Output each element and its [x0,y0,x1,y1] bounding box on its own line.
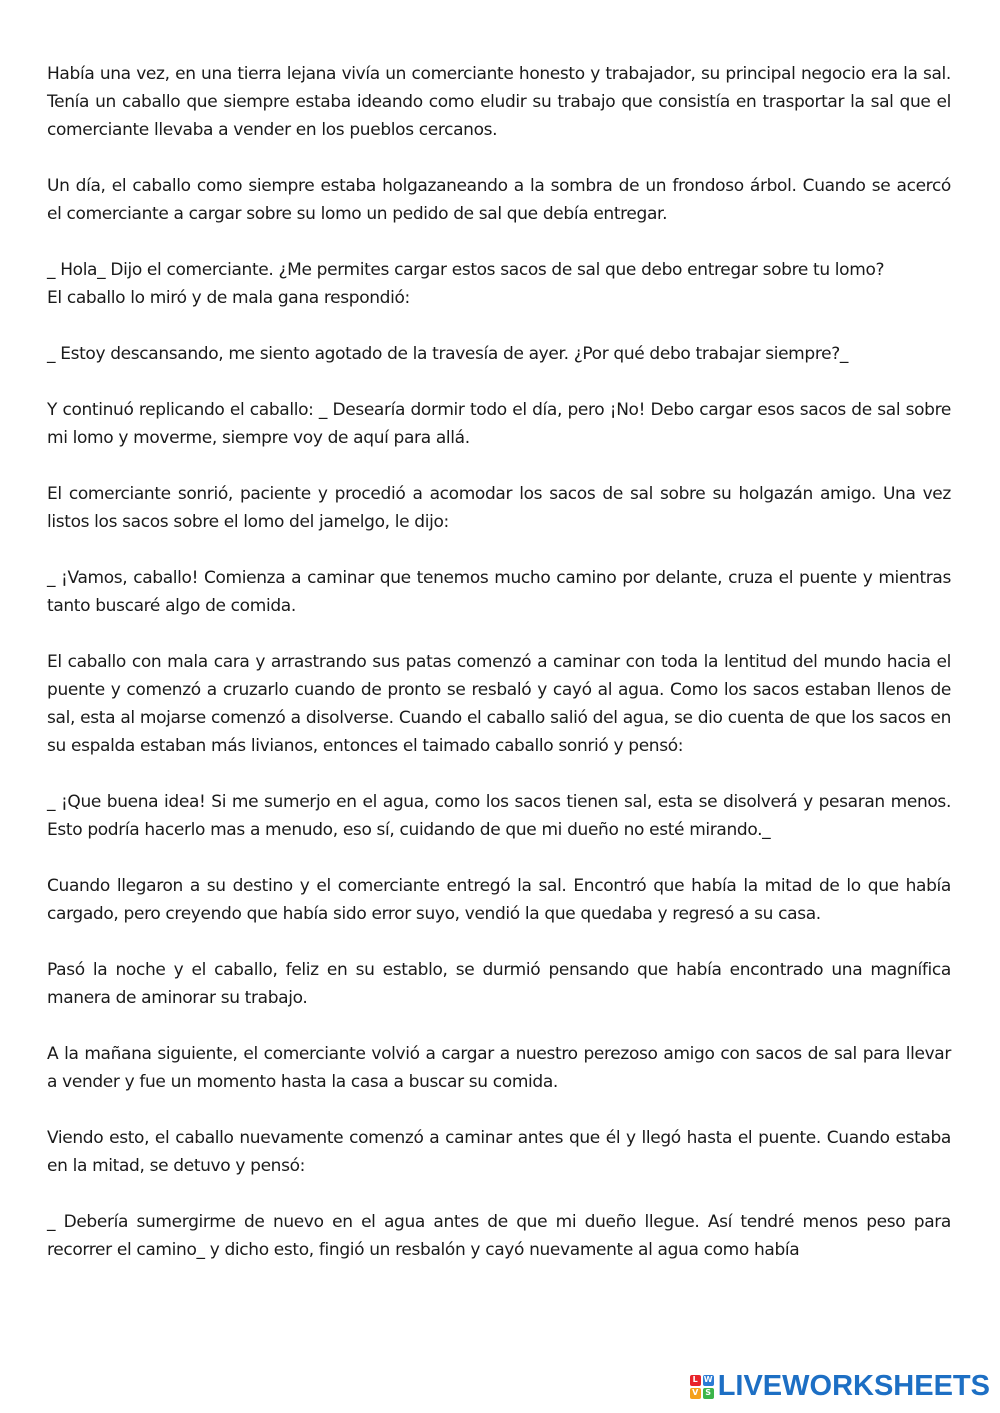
paragraph-6: El comerciante sonrió, paciente y procedió a acomodar los sacos de sal sobre su holgazán amigo. Una vez listos los sacos sobre el lomo del jamelgo, le dijo: [47,484,951,532]
worksheet-body [47,60,951,1264]
logo-cell-4: S [703,1388,714,1399]
logo-cell-1: L [690,1375,701,1386]
paragraph-1: Había una vez, en una tierra lejana vivía un comerciante honesto y trabajador, su principal negocio era la sal. Tenía un caballo que siempre estaba ideando como eludir su trabajo que consistía en trasportar la sal que el comerciante llevaba a vender en los pueblos cercanos. [47,64,951,140]
brand-wordmark: LIVEWORKSHEETS [717,1370,990,1402]
paragraph-13: Viendo esto, el caballo nuevamente comenzó a caminar antes que él y llegó hasta el puente. Cuando estaba en la mitad, se detuvo y pensó: [47,1128,951,1176]
liveworksheets-logo [690,1372,990,1401]
paragraph-11: Pasó la noche y el caballo, feliz en su establo, se durmió pensando que había encontrado una magnífica manera de aminorar su trabajo. [47,960,951,1008]
logo-cell-2: W [703,1375,713,1384]
paragraph-3: _ Hola_ Dijo el comerciante. ¿Me permites cargar estos sacos de sal que debo entregar sobre tu lomo? El caballo lo miró y de mala gana respondió: [47,260,885,308]
logo-mark-icon [690,1375,714,1399]
logo-cell-3: V [690,1388,701,1399]
paragraph-7: _ ¡Vamos, caballo! Comienza a caminar que tenemos mucho camino por delante, cruza el puente y mientras tanto buscaré algo de comida. [47,568,951,616]
paragraph-10: Cuando llegaron a su destino y el comerciante entregó la sal. Encontró que había la mitad de lo que había cargado, pero creyendo que había sido error suyo, vendió la que quedaba y regresó a su casa. [47,876,951,924]
paragraph-5: Y continuó replicando el caballo: _ Desearía dormir todo el día, pero ¡No! Debo cargar esos sacos de sal sobre mi lomo y moverme, siempre voy de aquí para allá. [47,400,951,448]
paragraph-12: A la mañana siguiente, el comerciante volvió a cargar a nuestro perezoso amigo con sacos de sal para llevar a vender y fue un momento hasta la casa a buscar su comida. [47,1044,951,1092]
paragraph-8: El caballo con mala cara y arrastrando sus patas comenzó a caminar con toda la lentitud del mundo hacia el puente y comenzó a cruzarlo cuando de pronto se resbaló y cayó al agua. Como los sacos estaban llenos de sal, esta al mojarse comenzó a disolverse. Cuando el caballo salió del agua, se dio cuenta de que los sacos en su espalda estaban más livianos, entonces el taimado caballo sonrió y pensó: [47,652,951,756]
paragraph-2: Un día, el caballo como siempre estaba holgazaneando a la sombra de un frondoso árbol. Cuando se acercó el comerciante a cargar sobre su lomo un pedido de sal que debía entregar. [47,176,951,224]
paragraph-9: _ ¡Que buena idea! Si me sumerjo en el agua, como los sacos tienen sal, esta se disolverá y pesaran menos. Esto podría hacerlo mas a menudo, eso sí, cuidando de que mi dueño no esté mirando._ [47,792,951,840]
paragraph-4: _ Estoy descansando, me siento agotado de la travesía de ayer. ¿Por qué debo trabajar siempre?_ [47,344,849,364]
paragraph-14: _ Debería sumergirme de nuevo en el agua antes de que mi dueño llegue. Así tendré menos peso para recorrer el camino_ y dicho esto, fingió un resbalón y cayó nuevamente al agua como había [47,1212,951,1260]
